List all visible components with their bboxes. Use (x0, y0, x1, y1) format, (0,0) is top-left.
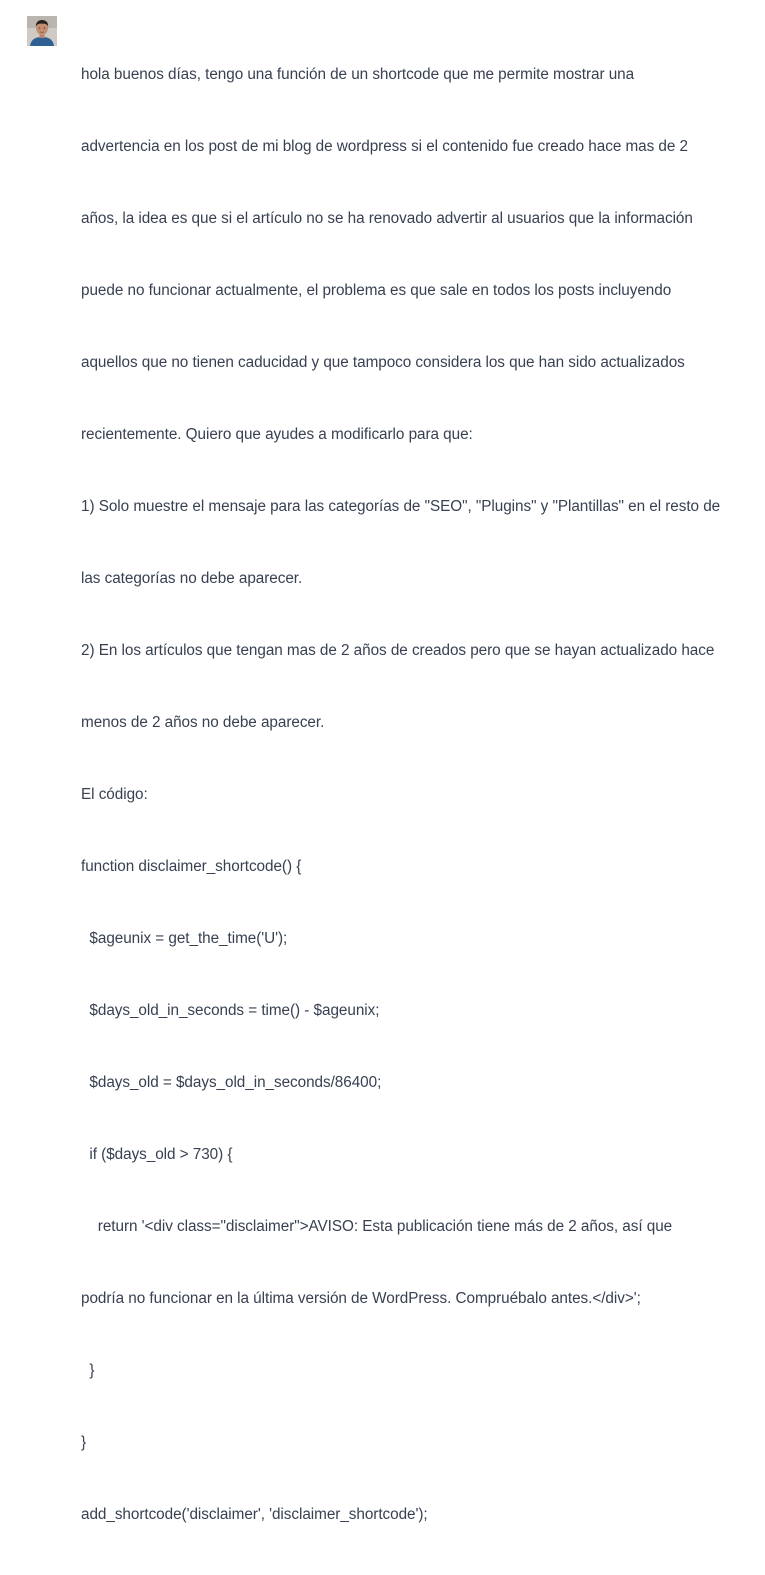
message-line: 2) En los artículos que tengan mas de 2 años de creados pero que se hayan actualizado hace (81, 642, 715, 659)
message-line: aquellos que no tienen caducidad y que tampoco considera los que han sido actualizados (81, 354, 685, 371)
code-line: add_shortcode('disclaimer', 'disclaimer_shortcode'); (81, 1506, 428, 1523)
message-line: menos de 2 años no debe aparecer. (81, 714, 325, 731)
message-line: las categorías no debe aparecer. (81, 570, 303, 587)
message-line: puede no funcionar actualmente, el problema es que sale en todos los posts incluyendo (81, 282, 672, 299)
code-line: $ageunix = get_the_time('U'); (81, 930, 288, 947)
message-line: recientemente. Quiero que ayudes a modificarlo para que: (81, 426, 473, 443)
message-line: 1) Solo muestre el mensaje para las categorías de "SEO", "Plugins" y "Plantillas" en el resto de (81, 498, 721, 515)
user-avatar (27, 16, 57, 46)
message-line: años, la idea es que si el artículo no se ha renovado advertir al usuarios que la información (81, 210, 693, 227)
code-line: if ($days_old > 730) { (81, 1146, 233, 1163)
user-photo-avatar-icon (27, 16, 57, 46)
code-line: function disclaimer_shortcode() { (81, 858, 302, 875)
code-line: } (81, 1362, 95, 1379)
message-text (81, 15, 751, 1575)
message-line: El código: (81, 786, 148, 803)
message-line: hola buenos días, tengo una función de un shortcode que me permite mostrar una (81, 66, 635, 83)
code-line: return '<div class="disclaimer">AVISO: Esta publicación tiene más de 2 años, así que (81, 1218, 673, 1235)
code-line: $days_old_in_seconds = time() - $ageunix; (81, 1002, 380, 1019)
code-line: $days_old = $days_old_in_seconds/86400; (81, 1074, 382, 1091)
code-line: } (81, 1434, 87, 1451)
message-line: advertencia en los post de mi blog de wordpress si el contenido fue creado hace mas de 2 (81, 138, 688, 155)
code-line: podría no funcionar en la última versión de WordPress. Compruébalo antes.</div>'; (81, 1290, 641, 1307)
